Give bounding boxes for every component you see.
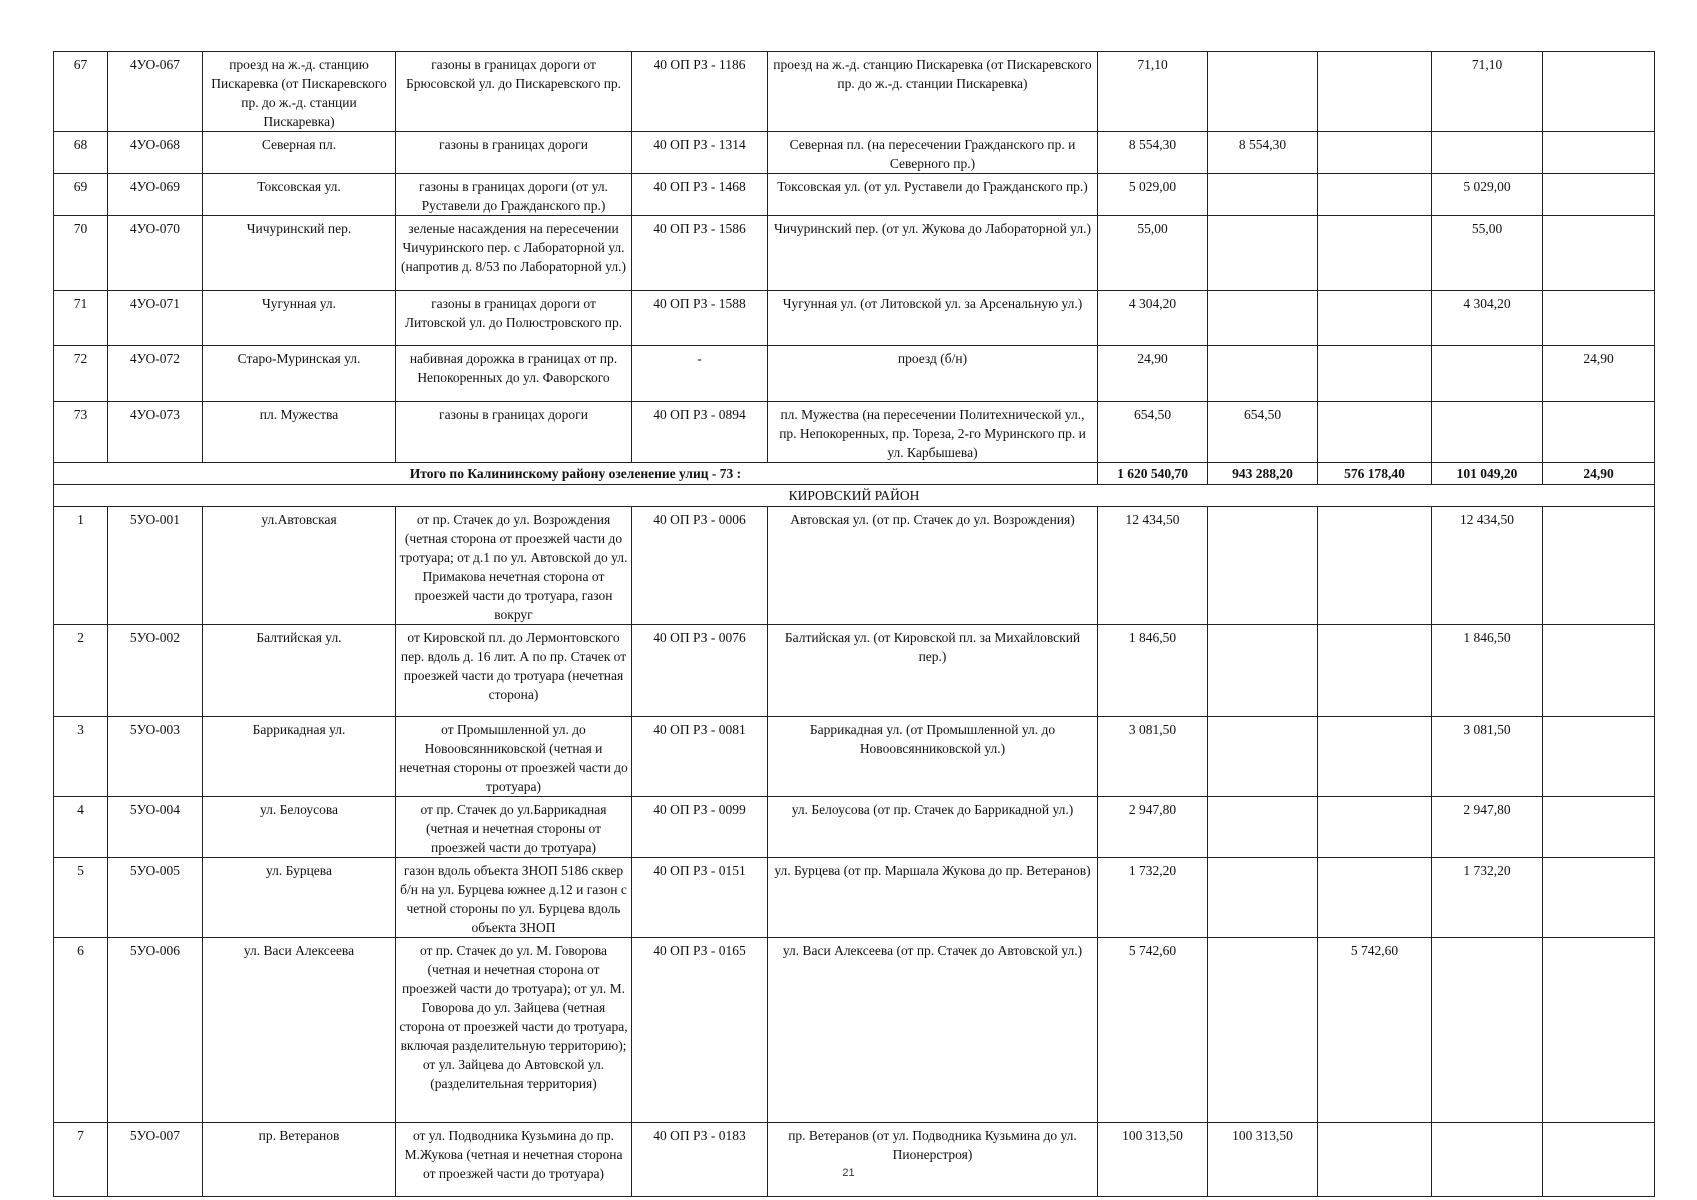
row-col3 xyxy=(1432,938,1543,1123)
table-row xyxy=(54,507,1655,625)
table-row xyxy=(54,717,1655,797)
row-code: 5УО-001 xyxy=(108,507,203,625)
row-col2 xyxy=(1318,52,1432,132)
row-road-name: Чугунная ул. (от Литовской ул. за Арсенальную ул.) xyxy=(768,291,1098,346)
table-row xyxy=(54,132,1655,174)
row-col4 xyxy=(1543,402,1655,463)
row-total-area: 24,90 xyxy=(1098,346,1208,402)
row-road-name: Токсовская ул. (от ул. Руставели до Гражданского пр.) xyxy=(768,174,1098,216)
row-col2 xyxy=(1318,216,1432,291)
row-col1: 654,50 xyxy=(1208,402,1318,463)
row-total-area: 654,50 xyxy=(1098,402,1208,463)
row-col1 xyxy=(1208,174,1318,216)
row-col1 xyxy=(1208,291,1318,346)
row-col4 xyxy=(1543,625,1655,717)
district-total-col3: 101 049,20 xyxy=(1432,463,1543,485)
row-col2 xyxy=(1318,174,1432,216)
row-col4 xyxy=(1543,797,1655,858)
row-description: от пр. Стачек до ул. Возрождения (четная сторона от проезжей части до тротуара; от д.1 по ул. Автовской до ул. Примакова нечетная сторона от проезжей части до тротуара, газон вокруг xyxy=(396,507,632,625)
row-description: от Кировской пл. до Лермонтовского пер. вдоль д. 16 лит. А по пр. Стачек от проезжей части до тротуара (нечетная сторона) xyxy=(396,625,632,717)
row-col3: 12 434,50 xyxy=(1432,507,1543,625)
row-total-area: 8 554,30 xyxy=(1098,132,1208,174)
row-col2 xyxy=(1318,1123,1432,1197)
district-total-label: Итого по Калининскому району озеленение улиц - 73 : xyxy=(54,463,1098,485)
row-road-name: пл. Мужества (на пересечении Политехнической ул., пр. Непокоренных, пр. Тореза, 2-го Муринского пр. и ул. Карбышева) xyxy=(768,402,1098,463)
row-col1 xyxy=(1208,216,1318,291)
district-total-col4: 24,90 xyxy=(1543,463,1655,485)
row-number: 68 xyxy=(54,132,108,174)
row-road-name: Чичуринский пер. (от ул. Жукова до Лабораторной ул.) xyxy=(768,216,1098,291)
row-col3 xyxy=(1432,402,1543,463)
row-col1 xyxy=(1208,507,1318,625)
row-street-name: Чугунная ул. xyxy=(203,291,396,346)
row-col3: 1 846,50 xyxy=(1432,625,1543,717)
row-road-name: ул. Белоусова (от пр. Стачек до Баррикадной ул.) xyxy=(768,797,1098,858)
row-road-name: пр. Ветеранов (от ул. Подводника Кузьмина до ул. Пионерстроя) xyxy=(768,1123,1098,1197)
row-col1: 100 313,50 xyxy=(1208,1123,1318,1197)
row-col3: 2 947,80 xyxy=(1432,797,1543,858)
row-description: газон вдоль объекта ЗНОП 5186 сквер б/н на ул. Бурцева южнее д.12 и газон с четной стороны по ул. Бурцева вдоль объекта ЗНОП xyxy=(396,858,632,938)
row-col4 xyxy=(1543,1123,1655,1197)
row-col3 xyxy=(1432,1123,1543,1197)
row-code: 5УО-005 xyxy=(108,858,203,938)
row-code: 4УО-070 xyxy=(108,216,203,291)
row-code: 4УО-068 xyxy=(108,132,203,174)
row-road-code: 40 ОП РЗ - 0165 xyxy=(632,938,768,1123)
row-road-code: - xyxy=(632,346,768,402)
row-col2: 5 742,60 xyxy=(1318,938,1432,1123)
table-row xyxy=(54,52,1655,132)
row-number: 70 xyxy=(54,216,108,291)
row-col2 xyxy=(1318,797,1432,858)
row-road-code: 40 ОП РЗ - 1186 xyxy=(632,52,768,132)
row-description: газоны в границах дороги xyxy=(396,132,632,174)
district-total-col2: 576 178,40 xyxy=(1318,463,1432,485)
row-code: 5УО-004 xyxy=(108,797,203,858)
row-col4 xyxy=(1543,132,1655,174)
row-total-area: 71,10 xyxy=(1098,52,1208,132)
row-total-area: 55,00 xyxy=(1098,216,1208,291)
row-number: 3 xyxy=(54,717,108,797)
row-col3: 55,00 xyxy=(1432,216,1543,291)
row-total-area: 1 846,50 xyxy=(1098,625,1208,717)
row-street-name: Токсовская ул. xyxy=(203,174,396,216)
row-total-area: 12 434,50 xyxy=(1098,507,1208,625)
row-street-name: ул.Автовская xyxy=(203,507,396,625)
row-col3 xyxy=(1432,132,1543,174)
row-code: 5УО-006 xyxy=(108,938,203,1123)
row-street-name: Чичуринский пер. xyxy=(203,216,396,291)
row-total-area: 1 732,20 xyxy=(1098,858,1208,938)
row-number: 69 xyxy=(54,174,108,216)
row-description: от ул. Подводника Кузьмина до пр. М.Жукова (четная и нечетная сторона от проезжей части до тротуара) xyxy=(396,1123,632,1197)
row-col2 xyxy=(1318,402,1432,463)
row-description: от пр. Стачек до ул.Баррикадная (четная и нечетная стороны от проезжей части до тротуара) xyxy=(396,797,632,858)
row-road-code: 40 ОП РЗ - 1468 xyxy=(632,174,768,216)
row-street-name: проезд на ж.-д. станцию Пискаревка (от Пискаревского пр. до ж.-д. станции Пискаревка) xyxy=(203,52,396,132)
row-col2 xyxy=(1318,346,1432,402)
row-street-name: пл. Мужества xyxy=(203,402,396,463)
row-number: 1 xyxy=(54,507,108,625)
row-col1 xyxy=(1208,797,1318,858)
row-description: от пр. Стачек до ул. М. Говорова (четная и нечетная сторона от проезжей части до тротуара); от ул. М. Говорова до ул. Зайцева (четная сторона от проезжей части до тротуара, включая разделительную территорию); от ул. Зайцева до Автовской ул. (разделительная территория) xyxy=(396,938,632,1123)
row-road-code: 40 ОП РЗ - 0894 xyxy=(632,402,768,463)
row-description: набивная дорожка в границах от пр. Непокоренных до ул. Фаворского xyxy=(396,346,632,402)
row-road-name: Балтийская ул. (от Кировской пл. за Михайловский пер.) xyxy=(768,625,1098,717)
row-total-area: 5 029,00 xyxy=(1098,174,1208,216)
row-road-code: 40 ОП РЗ - 0076 xyxy=(632,625,768,717)
row-col1 xyxy=(1208,717,1318,797)
table-row xyxy=(54,797,1655,858)
row-col2 xyxy=(1318,291,1432,346)
row-col3: 71,10 xyxy=(1432,52,1543,132)
row-road-code: 40 ОП РЗ - 0006 xyxy=(632,507,768,625)
row-col1 xyxy=(1208,938,1318,1123)
row-number: 2 xyxy=(54,625,108,717)
row-description: газоны в границах дороги (от ул. Руставели до Гражданского пр.) xyxy=(396,174,632,216)
row-number: 73 xyxy=(54,402,108,463)
row-col1 xyxy=(1208,858,1318,938)
table-row xyxy=(54,216,1655,291)
row-description: газоны в границах дороги от Литовской ул. до Полюстровского пр. xyxy=(396,291,632,346)
section-title: КИРОВСКИЙ РАЙОН xyxy=(54,485,1655,507)
row-col3: 3 081,50 xyxy=(1432,717,1543,797)
row-col3 xyxy=(1432,346,1543,402)
table-row xyxy=(54,1123,1655,1197)
row-road-name: проезд на ж.-д. станцию Пискаревка (от Пискаревского пр. до ж.-д. станции Пискаревка) xyxy=(768,52,1098,132)
row-road-name: ул. Бурцева (от пр. Маршала Жукова до пр. Ветеранов) xyxy=(768,858,1098,938)
row-col4 xyxy=(1543,216,1655,291)
row-col2 xyxy=(1318,717,1432,797)
row-description: газоны в границах дороги от Брюсовской ул. до Пискаревского пр. xyxy=(396,52,632,132)
row-number: 7 xyxy=(54,1123,108,1197)
row-total-area: 5 742,60 xyxy=(1098,938,1208,1123)
row-col2 xyxy=(1318,132,1432,174)
row-street-name: ул. Бурцева xyxy=(203,858,396,938)
district-total-row xyxy=(54,463,1655,485)
row-col2 xyxy=(1318,625,1432,717)
row-code: 4УО-067 xyxy=(108,52,203,132)
row-code: 5УО-003 xyxy=(108,717,203,797)
page-number: 21 xyxy=(842,1167,855,1179)
row-col3: 1 732,20 xyxy=(1432,858,1543,938)
row-col1 xyxy=(1208,52,1318,132)
row-street-name: пр. Ветеранов xyxy=(203,1123,396,1197)
row-col4 xyxy=(1543,174,1655,216)
row-col1 xyxy=(1208,625,1318,717)
row-road-code: 40 ОП РЗ - 0183 xyxy=(632,1123,768,1197)
row-col4: 24,90 xyxy=(1543,346,1655,402)
section-header-row xyxy=(54,485,1655,507)
row-col2 xyxy=(1318,858,1432,938)
table-row xyxy=(54,174,1655,216)
row-number: 71 xyxy=(54,291,108,346)
row-col2 xyxy=(1318,507,1432,625)
row-road-name: Автовская ул. (от пр. Стачек до ул. Возрождения) xyxy=(768,507,1098,625)
row-road-name: Баррикадная ул. (от Промышленной ул. до Новоовсянниковской ул.) xyxy=(768,717,1098,797)
row-street-name: Баррикадная ул. xyxy=(203,717,396,797)
row-description: от Промышленной ул. до Новоовсянниковской (четная и нечетная стороны от проезжей части до тротуара) xyxy=(396,717,632,797)
table-row xyxy=(54,402,1655,463)
row-street-name: Балтийская ул. xyxy=(203,625,396,717)
row-col1 xyxy=(1208,346,1318,402)
row-road-code: 40 ОП РЗ - 1314 xyxy=(632,132,768,174)
row-code: 4УО-069 xyxy=(108,174,203,216)
row-road-code: 40 ОП РЗ - 1586 xyxy=(632,216,768,291)
row-col4 xyxy=(1543,52,1655,132)
row-street-name: Северная пл. xyxy=(203,132,396,174)
row-col4 xyxy=(1543,507,1655,625)
district-total-area: 1 620 540,70 xyxy=(1098,463,1208,485)
table-row xyxy=(54,938,1655,1123)
row-number: 72 xyxy=(54,346,108,402)
table-row xyxy=(54,291,1655,346)
row-col4 xyxy=(1543,291,1655,346)
row-number: 4 xyxy=(54,797,108,858)
row-code: 4УО-072 xyxy=(108,346,203,402)
row-street-name: ул. Белоусова xyxy=(203,797,396,858)
row-description: газоны в границах дороги xyxy=(396,402,632,463)
row-street-name: Старо-Муринская ул. xyxy=(203,346,396,402)
district-total-col1: 943 288,20 xyxy=(1208,463,1318,485)
table-row xyxy=(54,346,1655,402)
row-col4 xyxy=(1543,938,1655,1123)
row-col3: 4 304,20 xyxy=(1432,291,1543,346)
row-road-code: 40 ОП РЗ - 0151 xyxy=(632,858,768,938)
row-col4 xyxy=(1543,717,1655,797)
table-row xyxy=(54,625,1655,717)
row-number: 67 xyxy=(54,52,108,132)
row-road-code: 40 ОП РЗ - 0081 xyxy=(632,717,768,797)
row-road-code: 40 ОП РЗ - 1588 xyxy=(632,291,768,346)
row-code: 5УО-002 xyxy=(108,625,203,717)
row-road-code: 40 ОП РЗ - 0099 xyxy=(632,797,768,858)
row-total-area: 100 313,50 xyxy=(1098,1123,1208,1197)
row-description: зеленые насаждения на пересечении Чичуринского пер. с Лабораторной ул. (напротив д. 8/53 по Лабораторной ул.) xyxy=(396,216,632,291)
row-road-name: ул. Васи Алексеева (от пр. Стачек до Автовской ул.) xyxy=(768,938,1098,1123)
row-road-name: Северная пл. (на пересечении Гражданского пр. и Северного пр.) xyxy=(768,132,1098,174)
row-total-area: 4 304,20 xyxy=(1098,291,1208,346)
row-code: 4УО-073 xyxy=(108,402,203,463)
row-col1: 8 554,30 xyxy=(1208,132,1318,174)
row-street-name: ул. Васи Алексеева xyxy=(203,938,396,1123)
row-code: 4УО-071 xyxy=(108,291,203,346)
row-col4 xyxy=(1543,858,1655,938)
row-number: 5 xyxy=(54,858,108,938)
table-row xyxy=(54,858,1655,938)
row-road-name: проезд (б/н) xyxy=(768,346,1098,402)
row-code: 5УО-007 xyxy=(108,1123,203,1197)
data-table xyxy=(53,51,1655,1197)
row-total-area: 2 947,80 xyxy=(1098,797,1208,858)
row-total-area: 3 081,50 xyxy=(1098,717,1208,797)
row-col3: 5 029,00 xyxy=(1432,174,1543,216)
row-number: 6 xyxy=(54,938,108,1123)
